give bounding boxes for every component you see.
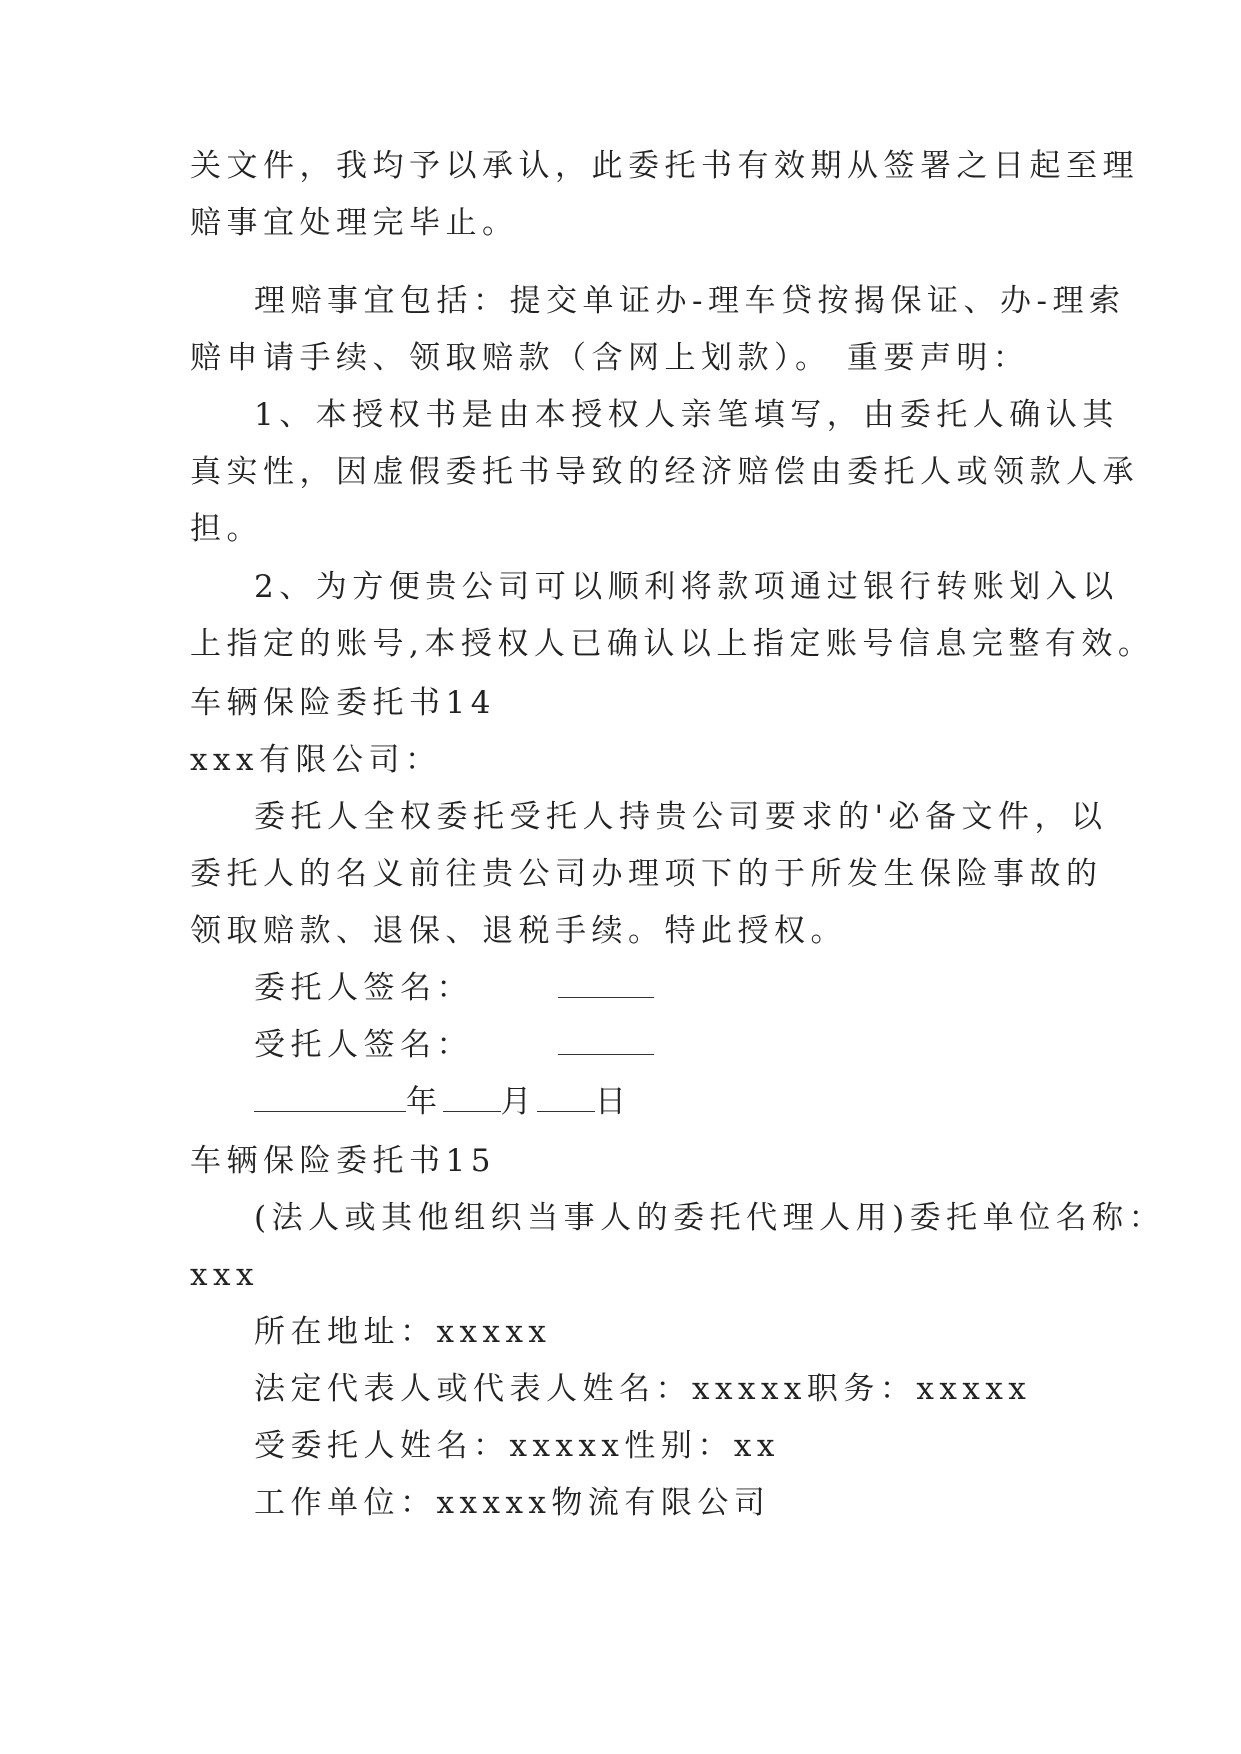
month-label: 月 <box>500 1084 537 1120</box>
address-field: 所在地址：xxxxx <box>254 1314 552 1350</box>
day-blank <box>537 1087 595 1112</box>
paragraph-line: 赔事宜处理完毕止。 <box>190 205 519 241</box>
paragraph-line: 真实性，因虚假委托书导致的经济赔偿由委托人或领款人承 <box>190 454 1139 490</box>
paragraph-line: 上指定的账号,本授权人已确认以上指定账号信息完整有效。 <box>190 626 1155 662</box>
principal-signature-label: 委托人签名： <box>254 970 473 1006</box>
section-title: 车辆保险委托书14 <box>190 685 496 721</box>
signature-line <box>254 1025 654 1065</box>
paragraph-line: 关文件，我均予以承认，此委托书有效期从签署之日起至理 <box>190 148 1139 184</box>
paragraph-line: 赔申请手续、领取赔款（含网上划款）。 重要声明： <box>190 340 1030 376</box>
paragraph-line: 1、本授权书是由本授权人亲笔填写，由委托人确认其 <box>254 397 1119 433</box>
day-label: 日 <box>595 1084 632 1120</box>
signature-blank <box>558 973 654 998</box>
agent-field: 受委托人姓名：xxxxx性别：xx <box>254 1428 780 1464</box>
month-blank <box>443 1087 501 1112</box>
year-label: 年 <box>406 1084 443 1120</box>
signature-blank <box>558 1030 654 1055</box>
paragraph-line: 担。 <box>190 511 263 547</box>
addressee: xxx有限公司： <box>190 742 442 778</box>
agent-signature-label: 受托人签名： <box>254 1027 473 1063</box>
workplace-field: 工作单位：xxxxx物流有限公司 <box>254 1485 771 1521</box>
year-blank <box>254 1087 406 1112</box>
signature-line <box>254 968 654 1008</box>
paragraph-line: 理赔事宜包括：提交单证办-理车贷按揭保证、办-理索 <box>254 283 1126 319</box>
paragraph-line: 委托人全权委托受托人持贵公司要求的'必备文件，以 <box>254 799 1108 835</box>
paragraph-line: 2、为方便贵公司可以顺利将款项通过银行转账划入以 <box>254 569 1119 605</box>
paragraph-line: 领取赔款、退保、退税手续。特此授权。 <box>190 913 847 949</box>
section-title: 车辆保险委托书15 <box>190 1143 496 1179</box>
paragraph-line: xxx <box>190 1257 259 1293</box>
date-line <box>254 1082 632 1122</box>
paragraph-line: (法人或其他组织当事人的委托代理人用)委托单位名称： <box>254 1200 1166 1236</box>
representative-field: 法定代表人或代表人姓名：xxxxx职务：xxxxx <box>254 1371 1032 1407</box>
paragraph-line: 委托人的名义前往贵公司办理项下的于所发生保险事故的 <box>190 856 1103 892</box>
